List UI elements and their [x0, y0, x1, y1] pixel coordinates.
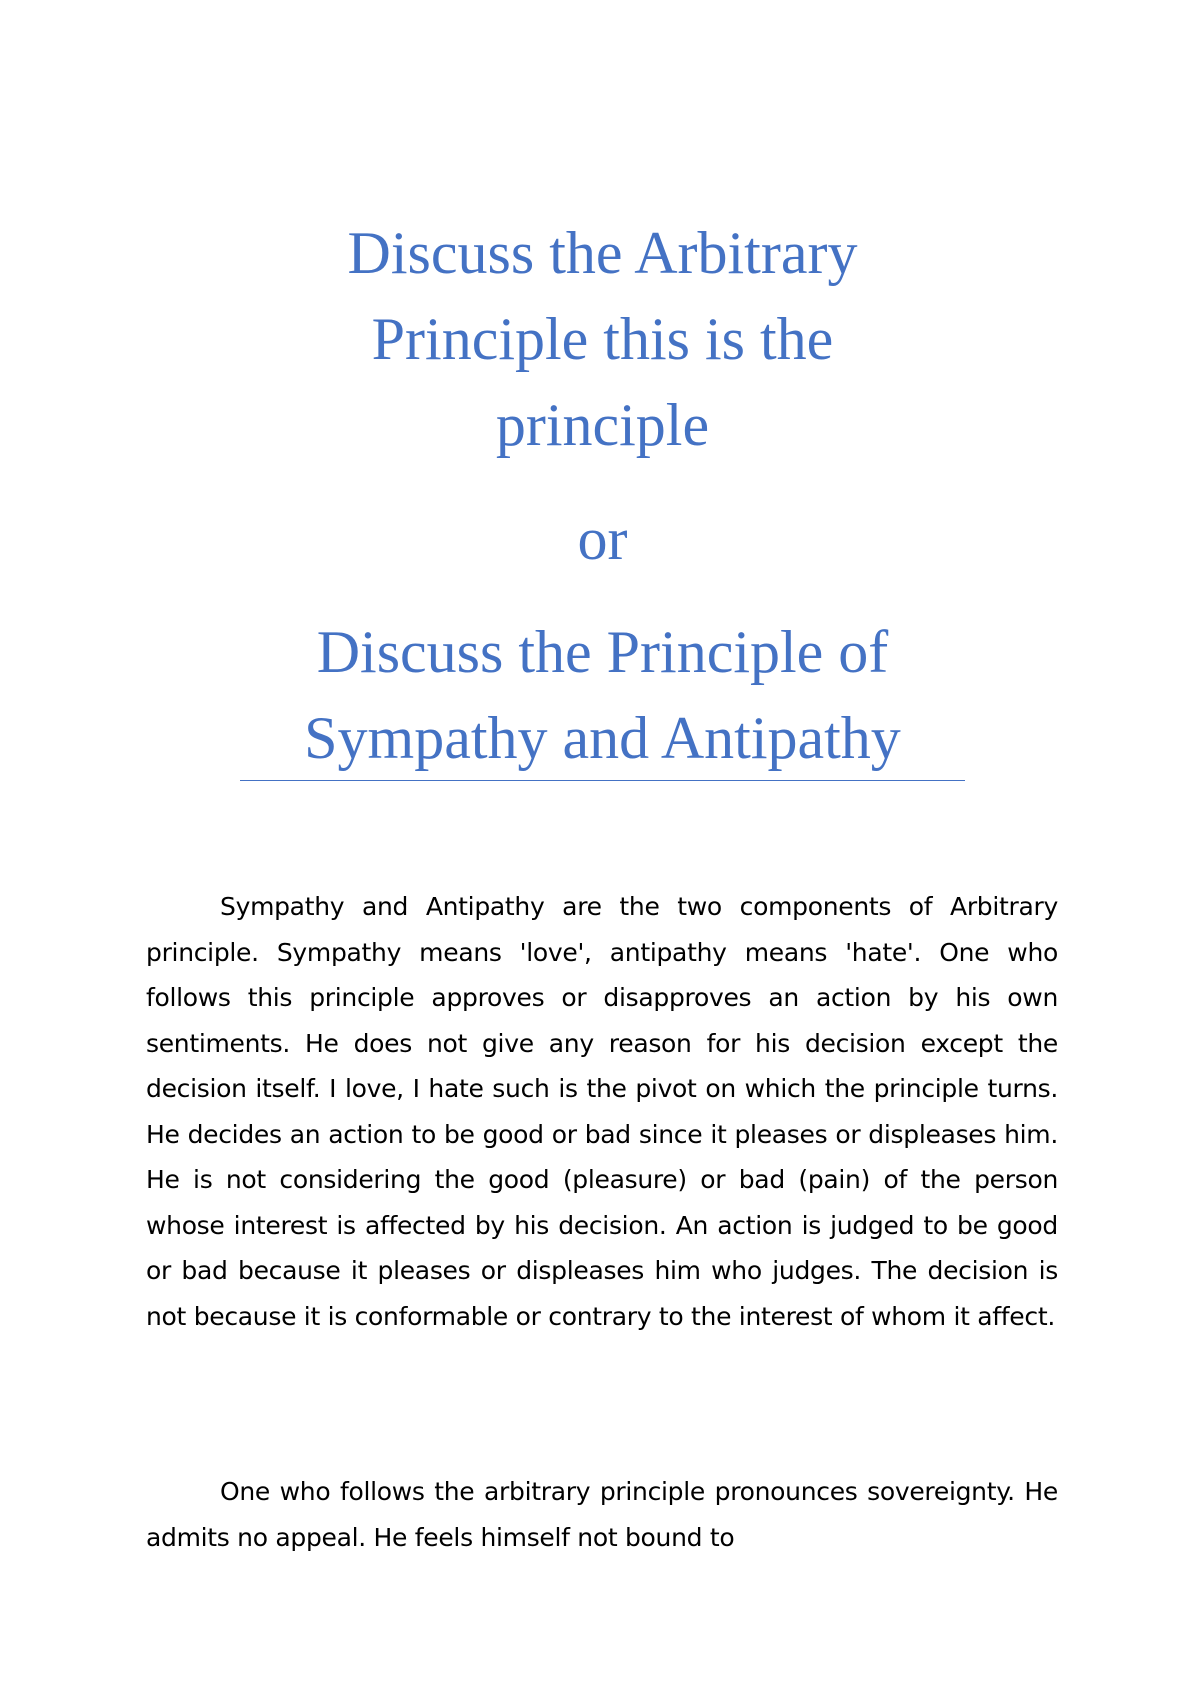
title-line-1: Discuss the Arbitrary	[347, 220, 858, 286]
body-paragraph-1: Sympathy and Antipathy are the two components of Arbitrary principle. Sympathy means 'love', antipathy means 'hate'. One who follows this principle approves or disapproves an action by his own sentiments. He does not give any reason for his decision except the decision itself. I love, I hate such is the pivot on which the principle turns. He decides an action to be good or bad since it pleases or displeases him. He is not considering the good (pleasure) or bad (pain) of the person whose interest is affected by his decision. An action is judged to be good or bad because it pleases or displeases him who judges. The decision is not because it is conformable or contrary to the interest of whom it affect.	[146, 892, 1058, 1331]
document-title	[240, 210, 965, 781]
title-connector: or	[577, 506, 628, 572]
title-line-3: principle	[495, 392, 710, 458]
body-paragraph-2: One who follows the arbitrary principle pronounces sovereignty. He admits no appeal. He feels himself not bound to	[146, 1477, 1058, 1552]
title-line-5: Sympathy and Antipathy	[304, 705, 901, 771]
title-line-2: Principle this is the	[371, 306, 834, 372]
title-underline-divider	[240, 780, 965, 781]
title-line-4: Discuss the Principle of	[316, 619, 889, 685]
